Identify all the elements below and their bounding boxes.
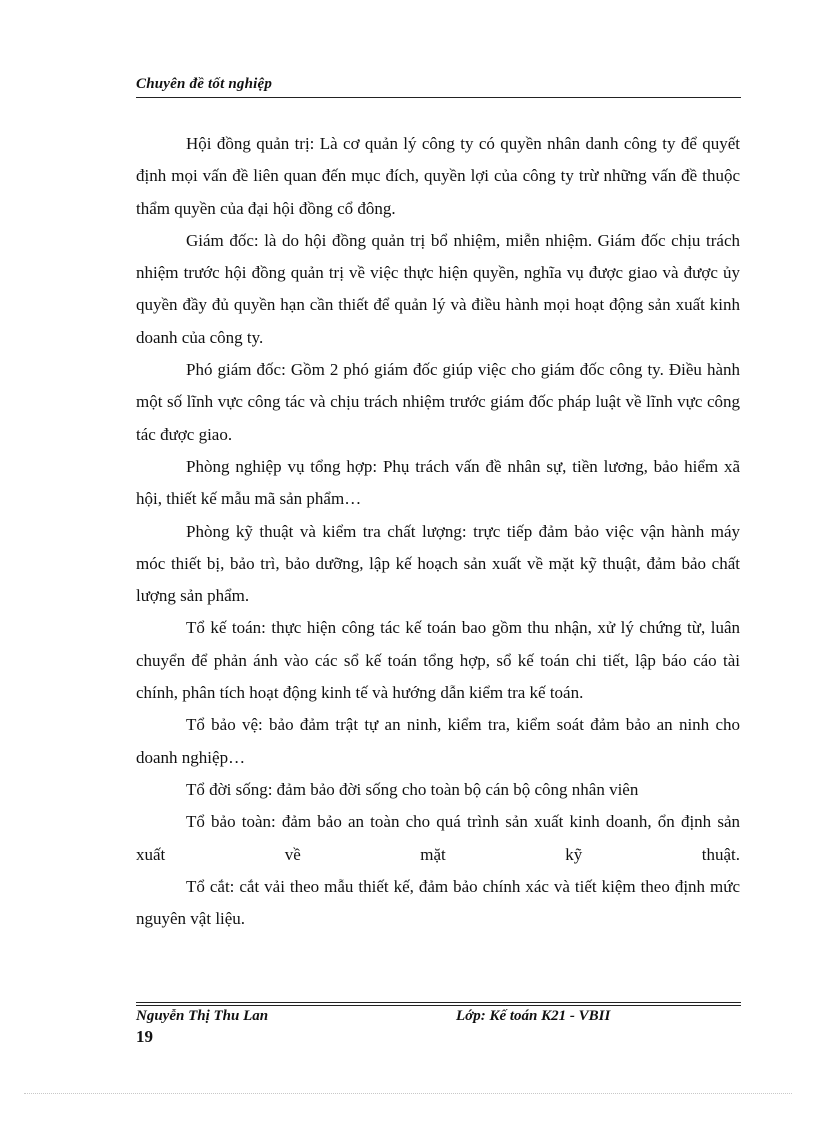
footer-class: Lớp: Kế toán K21 - VBII (456, 1008, 611, 1024)
paragraph-director: Giám đốc: là do hội đồng quản trị bổ nhiệm, miễn nhiệm. Giám đốc chịu trách nhiệm trước hội đồng quản trị về việc thực hiện quyền, nghĩa vụ được giao và được ủy quyền đầy đủ quyền hạn cần thiết để quản lý và điều hành mọi hoạt động sản xuất kinh doanh của công ty. (136, 230, 740, 347)
paragraph-deputy-director: Phó giám đốc: Gồm 2 phó giám đốc giúp việc cho giám đốc công ty. Điều hành một số lĩnh vực công tác và chịu trách nhiệm trước giám đốc pháp luật về lĩnh vực công tác được giao. (136, 360, 740, 444)
paragraph-general-affairs: Phòng nghiệp vụ tổng hợp: Phụ trách vấn đề nhân sự, tiền lương, bảo hiểm xã hội, thiết kế mẫu mã sản phẩm… (136, 456, 740, 509)
header-rule (136, 97, 741, 98)
paragraph-welfare: Tổ đời sống: đảm bảo đời sống cho toàn bộ cán bộ công nhân viên (186, 779, 639, 799)
footer-rule-bottom (136, 1005, 741, 1006)
paragraph-accounting: Tổ kế toán: thực hiện công tác kế toán bao gồm thu nhận, xử lý chứng từ, luân chuyển để phản ánh vào các sổ kế toán tổng hợp, sổ kế toán chi tiết, lập báo cáo tài chính, phân tích hoạt động kinh tế và hướng dẫn kiểm tra kế toán. (136, 618, 740, 703)
paragraph-cutting: Tổ cắt: cắt vải theo mẫu thiết kế, đảm bảo chính xác và tiết kiệm theo định mức nguyên vật liệu. (136, 876, 740, 929)
paragraph-security: Tổ bảo vệ: bảo đảm trật tự an ninh, kiểm tra, kiểm soát đảm bảo an ninh cho doanh nghiệp… (136, 715, 740, 767)
footer-author: Nguyễn Thị Thu Lan (136, 1008, 269, 1024)
page-number: 19 (136, 1027, 153, 1046)
body-text (136, 128, 740, 935)
page-edge-dots (24, 1093, 792, 1094)
header-title: Chuyên đề tốt nghiệp (136, 76, 273, 92)
footer-rule-top (136, 1002, 741, 1003)
paragraph-board-of-directors: Hội đồng quản trị: Là cơ quản lý công ty có quyền nhân danh công ty để quyết định mọi vấn đề liên quan đến mục đích, quyền lợi của công ty trừ những vấn đề thuộc thẩm quyền của đại hội đồng cổ đông. (136, 134, 740, 218)
paragraph-maintenance: Tổ bảo toàn: đảm bảo an toàn cho quá trình sản xuất kinh doanh, ổn định sản xuất về mặt kỹ thuật. (136, 812, 740, 864)
paragraph-technical-quality: Phòng kỹ thuật và kiểm tra chất lượng: trực tiếp đảm bảo việc vận hành máy móc thiết bị, bảo trì, bảo dưỡng, lập kế hoạch sản xuất về mặt kỹ thuật, đảm bảo chất lượng sản phẩm. (136, 521, 740, 606)
